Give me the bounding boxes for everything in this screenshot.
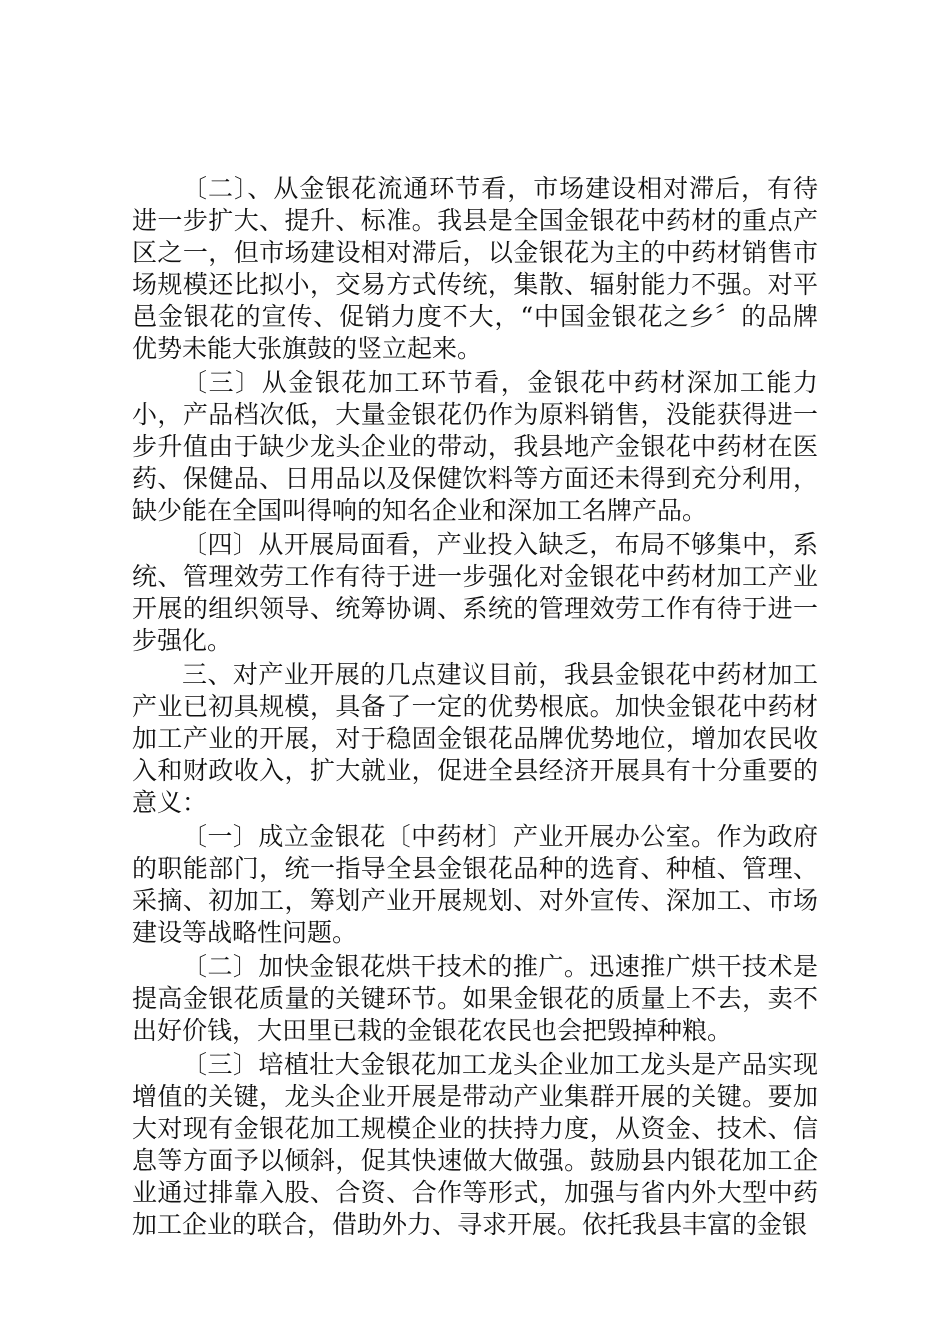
paragraph-processing: 〔三〕从金银花加工环节看，金银花中药材深加工能力小，产品档次低，大量金银花仍作为原料销售，没能获得进一步升值由于缺少龙头企业的带动，我县地产金银花中药材在医药、保健品、日用品以及保健饮料等方面还未得到充分利用，缺少能在全国叫得响的知名企业和深加工名牌产品。 — [132, 368, 818, 525]
paragraph-circulation: 〔二〕、从金银花流通环节看，市场建设相对滞后，有待进一步扩大、提升、标准。我县是全国金银花中药材的重点产区之一，但市场建设相对滞后，以金银花为主的中药材销售市场规模还比拟小，交易方式传统，集散、辐射能力不强。对平邑金银花的宣传、促销力度不大，“中国金银花之乡〞的品牌优势未能大张旗鼓的竖立起来。 — [132, 174, 818, 363]
paragraph-suggestions: 三、对产业开展的几点建议目前，我县金银花中药材加工产业已初具规模，具备了一定的优势根底。加快金银花中药材加工产业的开展，对于稳固金银花品牌优势地位，增加农民收入和财政收入，扩大就业，促进全县经济开展具有十分重要的意义： — [132, 660, 818, 817]
paragraph-development: 〔四〕从开展局面看，产业投入缺乏，布局不够集中，系统、管理效劳工作有待于进一步强化对金银花中药材加工产业开展的组织领导、统筹协调、系统的管理效劳工作有待于进一步强化。 — [132, 530, 818, 655]
paragraph-office: 〔一〕成立金银花〔中药材〕产业开展办公室。作为政府的职能部门，统一指导全县金银花品种的选育、种植、管理、采摘、初加工，筹划产业开展规划、对外宣传、深加工、市场建设等战略性问题。 — [132, 822, 818, 947]
document-body — [132, 173, 818, 1243]
paragraph-drying: 〔二〕加快金银花烘干技术的推广。迅速推广烘干技术是提高金银花质量的关键环节。如果金银花的质量上不去，卖不出好价钱，大田里已栽的金银花农民也会把毁掉种粮。 — [132, 952, 818, 1045]
paragraph-leading-enterprises: 〔三〕培植壮大金银花加工龙头企业加工龙头是产品实现增值的关键，龙头企业开展是带动产业集群开展的关键。要加大对现有金银花加工规模企业的扶持力度，从资金、技术、信息等方面予以倾斜，促其快速做大做强。鼓励县内银花加工企业通过排靠入股、合资、合作等形式，加强与省内外大型中药加工企业的联合，借助外力、寻求开展。依托我县丰富的金银 — [132, 1050, 818, 1239]
